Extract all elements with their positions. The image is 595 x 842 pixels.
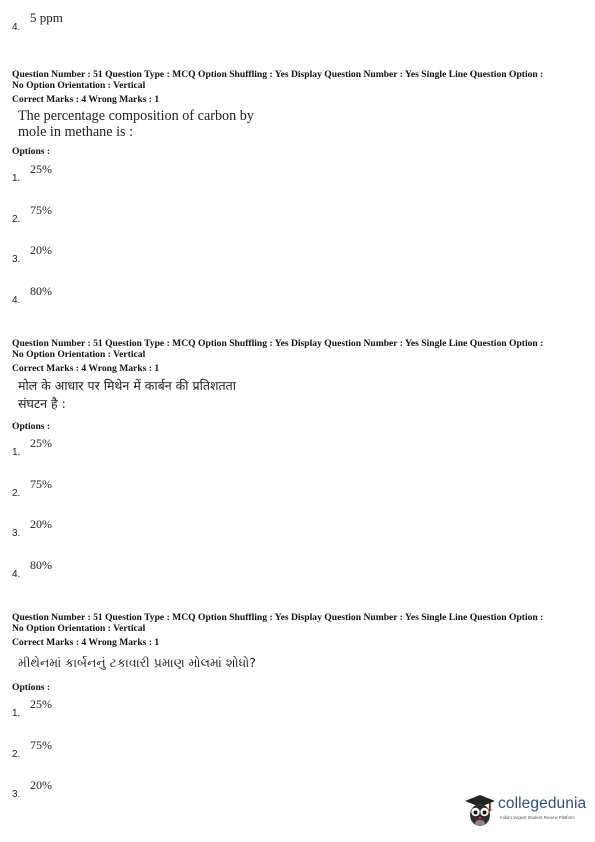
option-value: 80% bbox=[30, 558, 52, 572]
option-value: 25% bbox=[30, 162, 52, 176]
logo-wordmark: collegedunia bbox=[498, 795, 587, 812]
question-marks: Correct Marks : 4 Wrong Marks : 1 bbox=[12, 637, 160, 648]
question-text-line: The percentage composition of carbon by bbox=[18, 108, 254, 124]
option-number: 1. bbox=[12, 708, 21, 719]
option-value: 75% bbox=[30, 477, 52, 491]
option-value: 20% bbox=[30, 243, 52, 257]
option-value: 25% bbox=[30, 697, 52, 711]
option-value: 20% bbox=[30, 778, 52, 792]
question-text-line: mole in methane is : bbox=[18, 124, 134, 140]
option-value: 20% bbox=[30, 517, 52, 531]
question-meta bbox=[12, 612, 587, 634]
option-number: 4. bbox=[12, 569, 21, 580]
option-value: 80% bbox=[30, 284, 52, 298]
option-number: 1. bbox=[12, 447, 21, 458]
question-meta-line: No Option Orientation : Vertical bbox=[12, 349, 146, 360]
collegedunia-logo bbox=[463, 793, 589, 829]
option-value: 75% bbox=[30, 738, 52, 752]
options-label: Options : bbox=[12, 146, 51, 157]
question-text-line: मोल के आधार पर मिथेन में कार्बन की प्रतिशतता bbox=[18, 378, 236, 393]
question-text-line: संघटन है : bbox=[18, 396, 66, 411]
question-marks: Correct Marks : 4 Wrong Marks : 1 bbox=[12, 94, 160, 105]
question-marks: Correct Marks : 4 Wrong Marks : 1 bbox=[12, 363, 160, 374]
option-number: 2. bbox=[12, 488, 21, 499]
question-meta-line: Question Number : 51 Question Type : MCQ Option Shuffling : Yes Display Question Number : Yes Single Line Question Option : bbox=[12, 338, 544, 349]
option-number: 3. bbox=[12, 528, 21, 539]
options-label: Options : bbox=[12, 682, 51, 693]
question-text-line: મીથેનમાં કાર્બનનું ટકાવારી પ્રમાણ મોલમાં શોધો? bbox=[18, 655, 256, 670]
question-meta bbox=[12, 69, 587, 91]
option-value: 5 ppm bbox=[30, 10, 63, 25]
question-text bbox=[18, 108, 254, 140]
question-meta bbox=[12, 338, 587, 360]
graduate-owl-icon bbox=[463, 793, 497, 829]
option-number: 2. bbox=[12, 214, 21, 225]
options-label: Options : bbox=[12, 421, 51, 432]
option-number: 2. bbox=[12, 749, 21, 760]
option-number: 3. bbox=[12, 254, 21, 265]
question-text bbox=[18, 377, 236, 413]
option-number: 3. bbox=[12, 789, 21, 800]
question-meta-line: Question Number : 51 Question Type : MCQ Option Shuffling : Yes Display Question Number : Yes Single Line Question Option : bbox=[12, 69, 544, 80]
option-number: 4. bbox=[12, 295, 21, 306]
logo-tagline: India's largest Student Review Platform bbox=[500, 815, 575, 820]
question-text bbox=[18, 654, 256, 672]
option-value: 75% bbox=[30, 203, 52, 217]
option-value: 25% bbox=[30, 436, 52, 450]
question-meta-line: No Option Orientation : Vertical bbox=[12, 80, 146, 91]
option-number: 1. bbox=[12, 173, 21, 184]
question-meta-line: No Option Orientation : Vertical bbox=[12, 623, 146, 634]
question-meta-line: Question Number : 51 Question Type : MCQ Option Shuffling : Yes Display Question Number : Yes Single Line Question Option : bbox=[12, 612, 544, 623]
option-number: 4. bbox=[12, 22, 21, 33]
